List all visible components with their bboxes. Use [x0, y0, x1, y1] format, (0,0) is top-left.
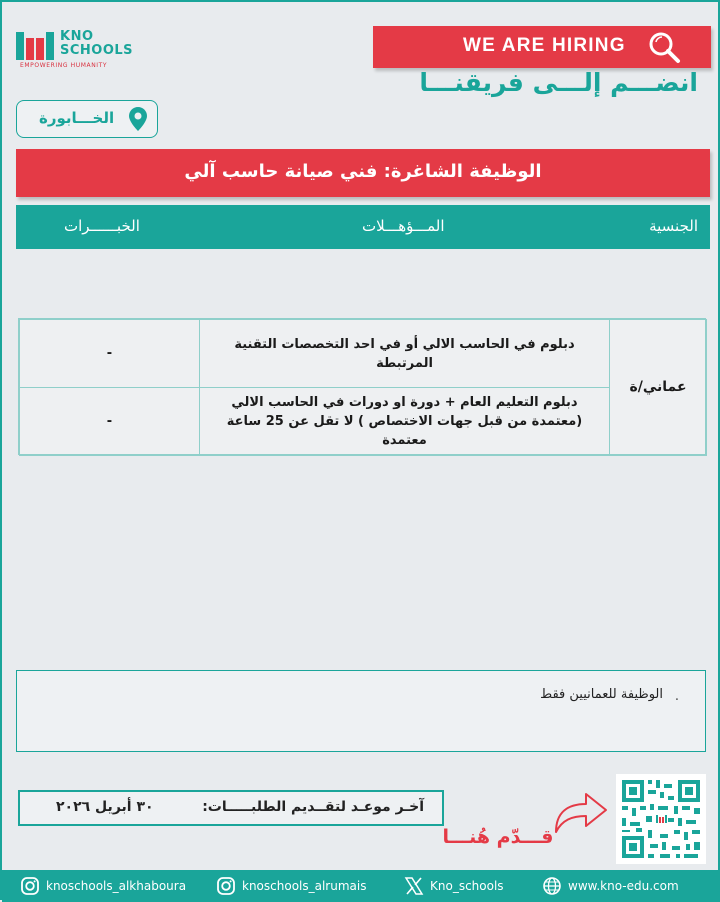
location-text: الخـــابورة [39, 109, 115, 127]
location-badge [16, 100, 158, 138]
nationality-cell: عماني/ة [609, 319, 707, 456]
instagram-handle-1: knoschools_alkhaboura [46, 879, 187, 893]
header-qualifications: المـــؤهـــلات [362, 217, 445, 235]
x-handle: Kno_schools [430, 879, 504, 893]
footer-bar [2, 870, 720, 902]
footer-website[interactable] [542, 876, 679, 896]
website-url: www.kno-edu.com [568, 879, 679, 893]
logo-mark-icon [16, 30, 54, 60]
deadline-label: آخـر موعـد لتقــديم الطلبـــــات: [202, 799, 424, 815]
logo-name [60, 30, 133, 58]
note-bullet: . [674, 689, 679, 704]
hiring-banner [373, 26, 711, 68]
hiring-text: WE ARE HIRING [463, 35, 626, 56]
apply-here-link[interactable]: قـــدّم هُنـــا [442, 826, 554, 848]
qr-code[interactable] [616, 774, 706, 864]
experience-cell-1: - [19, 319, 200, 388]
qualification-cell-1: دبلوم في الحاسب الالي أو في احد التخصصات التقنية المرتبطة [199, 319, 610, 388]
experience-cell-2: - [19, 387, 200, 456]
footer-x[interactable] [404, 876, 504, 896]
footer-instagram-1[interactable] [20, 876, 186, 896]
job-title: الوظيفة الشاغرة: فني صيانة حاسب آلي [184, 161, 542, 182]
note-text: الوظيفة للعمانيين فقط [540, 687, 663, 702]
logo-line-1: KNO [60, 29, 94, 44]
logo-tagline: EMPOWERING HUMANITY [20, 62, 108, 69]
join-team-heading: انضـــم إلـــى فريقنـــا [419, 68, 698, 97]
curved-arrow-icon [550, 784, 612, 836]
instagram-handle-2: knoschools_alrumais [242, 879, 367, 893]
header-experience: الخبــــــرات [64, 217, 140, 235]
header-nationality: الجنسية [649, 217, 698, 235]
globe-icon [542, 876, 562, 896]
footer-instagram-2[interactable] [216, 876, 366, 896]
instagram-icon [216, 876, 236, 896]
requirements-table [18, 318, 706, 455]
qualification-cell-2: دبلوم التعليم العام + دورة او دورات في الحاسب الالي (معتمدة من قبل جهات الاختصاص ) لا تقل عن 25 ساعة معتمدة [199, 387, 610, 456]
location-pin-icon [129, 107, 147, 131]
x-logo-icon [404, 876, 424, 896]
magnifier-icon [647, 30, 681, 64]
deadline-box [18, 790, 444, 826]
job-title-bar [16, 149, 710, 197]
deadline-date: ٣٠ أبريل ٢٠٢٦ [56, 799, 154, 815]
note-box [16, 670, 706, 752]
kno-schools-logo [16, 26, 136, 74]
logo-line-2: SCHOOLS [60, 43, 134, 58]
instagram-icon [20, 876, 40, 896]
table-header [16, 205, 710, 249]
